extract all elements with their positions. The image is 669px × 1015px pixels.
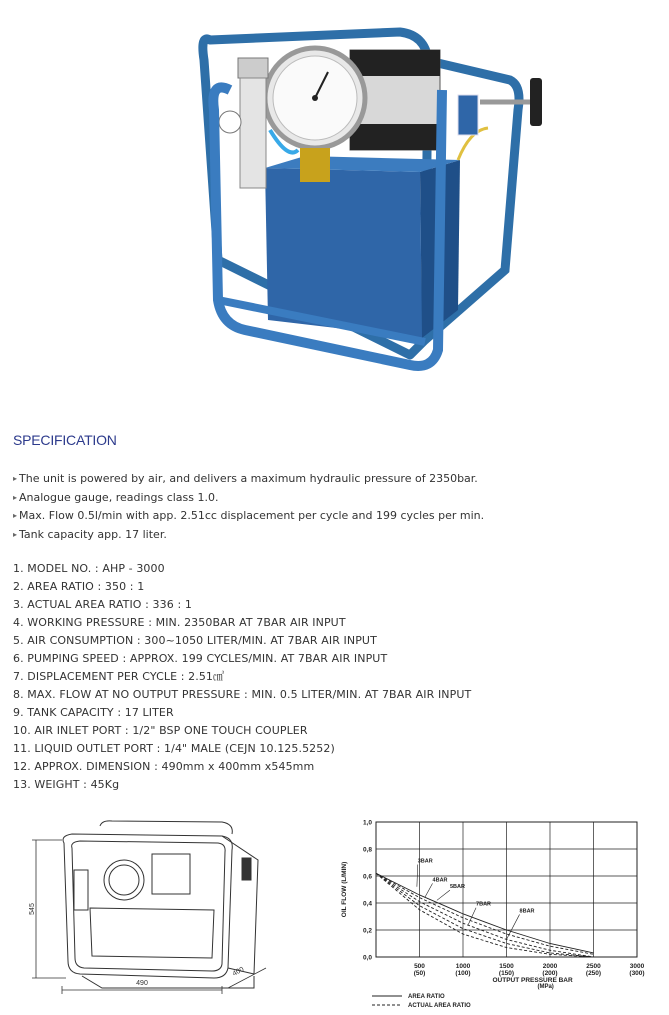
x-tick-label-mpa: (250): [585, 970, 602, 977]
bullet-text: Max. Flow 0.5l/min with app. 2.51cc displacement per cycle and 199 cycles per min.: [19, 509, 485, 522]
spec-item: 12. APPROX. DIMENSION : 490mm x 400mm x545mm: [13, 760, 315, 773]
depth-dimension-label: 400: [231, 966, 246, 978]
curve-label: 3BAR: [417, 858, 433, 865]
series-line: [376, 873, 594, 954]
series-line: [376, 873, 594, 953]
spec-item: 6. PUMPING SPEED : APPROX. 199 CYCLES/MIN. AT 7BAR AIR INPUT: [13, 652, 388, 665]
x-tick-label: 500: [414, 963, 425, 970]
y-tick-label: 0,2: [362, 927, 372, 935]
bullet-text: Analogue gauge, readings class 1.0.: [19, 490, 219, 504]
curve-label: 5BAR: [449, 884, 465, 891]
x-axis-label: OUTPUT PRESSURE BAR: [492, 977, 573, 984]
x-tick-label: 3000: [629, 963, 645, 970]
width-dimension-label: 490: [136, 980, 148, 987]
spec-item: 3. ACTUAL AREA RATIO : 336 : 1: [13, 598, 192, 611]
bullet-item: [13, 489, 484, 508]
arrow-icon: ▸: [13, 474, 18, 483]
y-axis-label: OIL FLOW (L/MIN): [341, 861, 348, 918]
bullet-item: [13, 526, 484, 545]
x-tick-label-mpa: (300): [629, 970, 645, 977]
chart-grid: [376, 822, 637, 957]
curve-label: 7BAR: [476, 901, 492, 908]
product-photo: [170, 20, 550, 390]
bullet-item: [13, 470, 484, 489]
series-line: [376, 873, 594, 957]
chart-text: [341, 820, 645, 1010]
curve-leader-line: [437, 890, 450, 900]
y-tick-label: 0,6: [362, 873, 372, 881]
x-tick-label-mpa: (100): [455, 970, 471, 977]
spec-item: 8. MAX. FLOW AT NO OUTPUT PRESSURE : MIN. 0.5 LITER/MIN. AT 7BAR AIR INPUT: [13, 688, 472, 701]
arrow-icon: ▸: [13, 529, 18, 539]
spec-item: 13. WEIGHT : 45Kg: [13, 778, 120, 791]
series-line: [376, 873, 594, 957]
x-tick-label-mpa: (200): [542, 970, 558, 977]
y-tick-label: 1,0: [362, 819, 372, 827]
y-tick-label: 0,4: [362, 900, 372, 908]
arrow-icon: ▸: [13, 511, 18, 520]
spec-item: 9. TANK CAPACITY : 17 LITER: [13, 706, 174, 719]
y-tick-label: 0,0: [362, 954, 372, 962]
spec-item: 2. AREA RATIO : 350 : 1: [13, 580, 145, 593]
series-line: [376, 873, 594, 957]
legend-label: ACTUAL AREA RATIO: [408, 1003, 471, 1009]
spec-item: 4. WORKING PRESSURE : MIN. 2350BAR AT 7BAR AIR INPUT: [13, 616, 346, 629]
x-tick-label-mpa: (150): [498, 970, 515, 977]
bullet-list: [13, 470, 484, 544]
x-axis-unit: (MPa): [537, 984, 554, 990]
spec-title: SPECIFICATION: [13, 432, 117, 448]
y-tick-label: 0,8: [362, 846, 372, 854]
legend-label: AREA RATIO: [408, 994, 445, 1000]
x-tick-label: 2500: [586, 963, 601, 970]
curve-label: 8BAR: [519, 908, 535, 915]
arrow-icon: ▸: [13, 492, 18, 502]
spec-list: [13, 560, 471, 794]
curve-label: 4BAR: [432, 877, 448, 884]
performance-chart: [334, 814, 654, 1014]
x-tick-label: 1500: [499, 963, 514, 970]
spec-item: 5. AIR CONSUMPTION : 300~1050 LITER/MIN. AT 7BAR AIR INPUT: [13, 634, 377, 647]
bullet-item: [13, 507, 484, 526]
x-tick-label: 2000: [542, 963, 558, 970]
x-tick-label-mpa: (50): [413, 970, 426, 977]
spec-item: 10. AIR INLET PORT : 1/2" BSP ONE TOUCH COUPLER: [13, 724, 308, 737]
height-dimension-label: 545: [29, 903, 36, 915]
curve-leader-line: [425, 883, 433, 897]
dimension-drawing: [22, 818, 282, 998]
x-tick-label: 1000: [455, 963, 471, 970]
spec-item: 11. LIQUID OUTLET PORT : 1/4" MALE (CEJN 10.125.5252): [13, 742, 335, 755]
bullet-text: Tank capacity app. 17 liter.: [19, 527, 167, 541]
bullet-text: The unit is powered by air, and delivers a maximum hydraulic pressure of 2350bar.: [19, 472, 478, 485]
spec-item: 1. MODEL NO. : AHP - 3000: [13, 562, 165, 575]
spec-item: 7. DISPLACEMENT PER CYCLE : 2.51㎤: [13, 670, 225, 683]
